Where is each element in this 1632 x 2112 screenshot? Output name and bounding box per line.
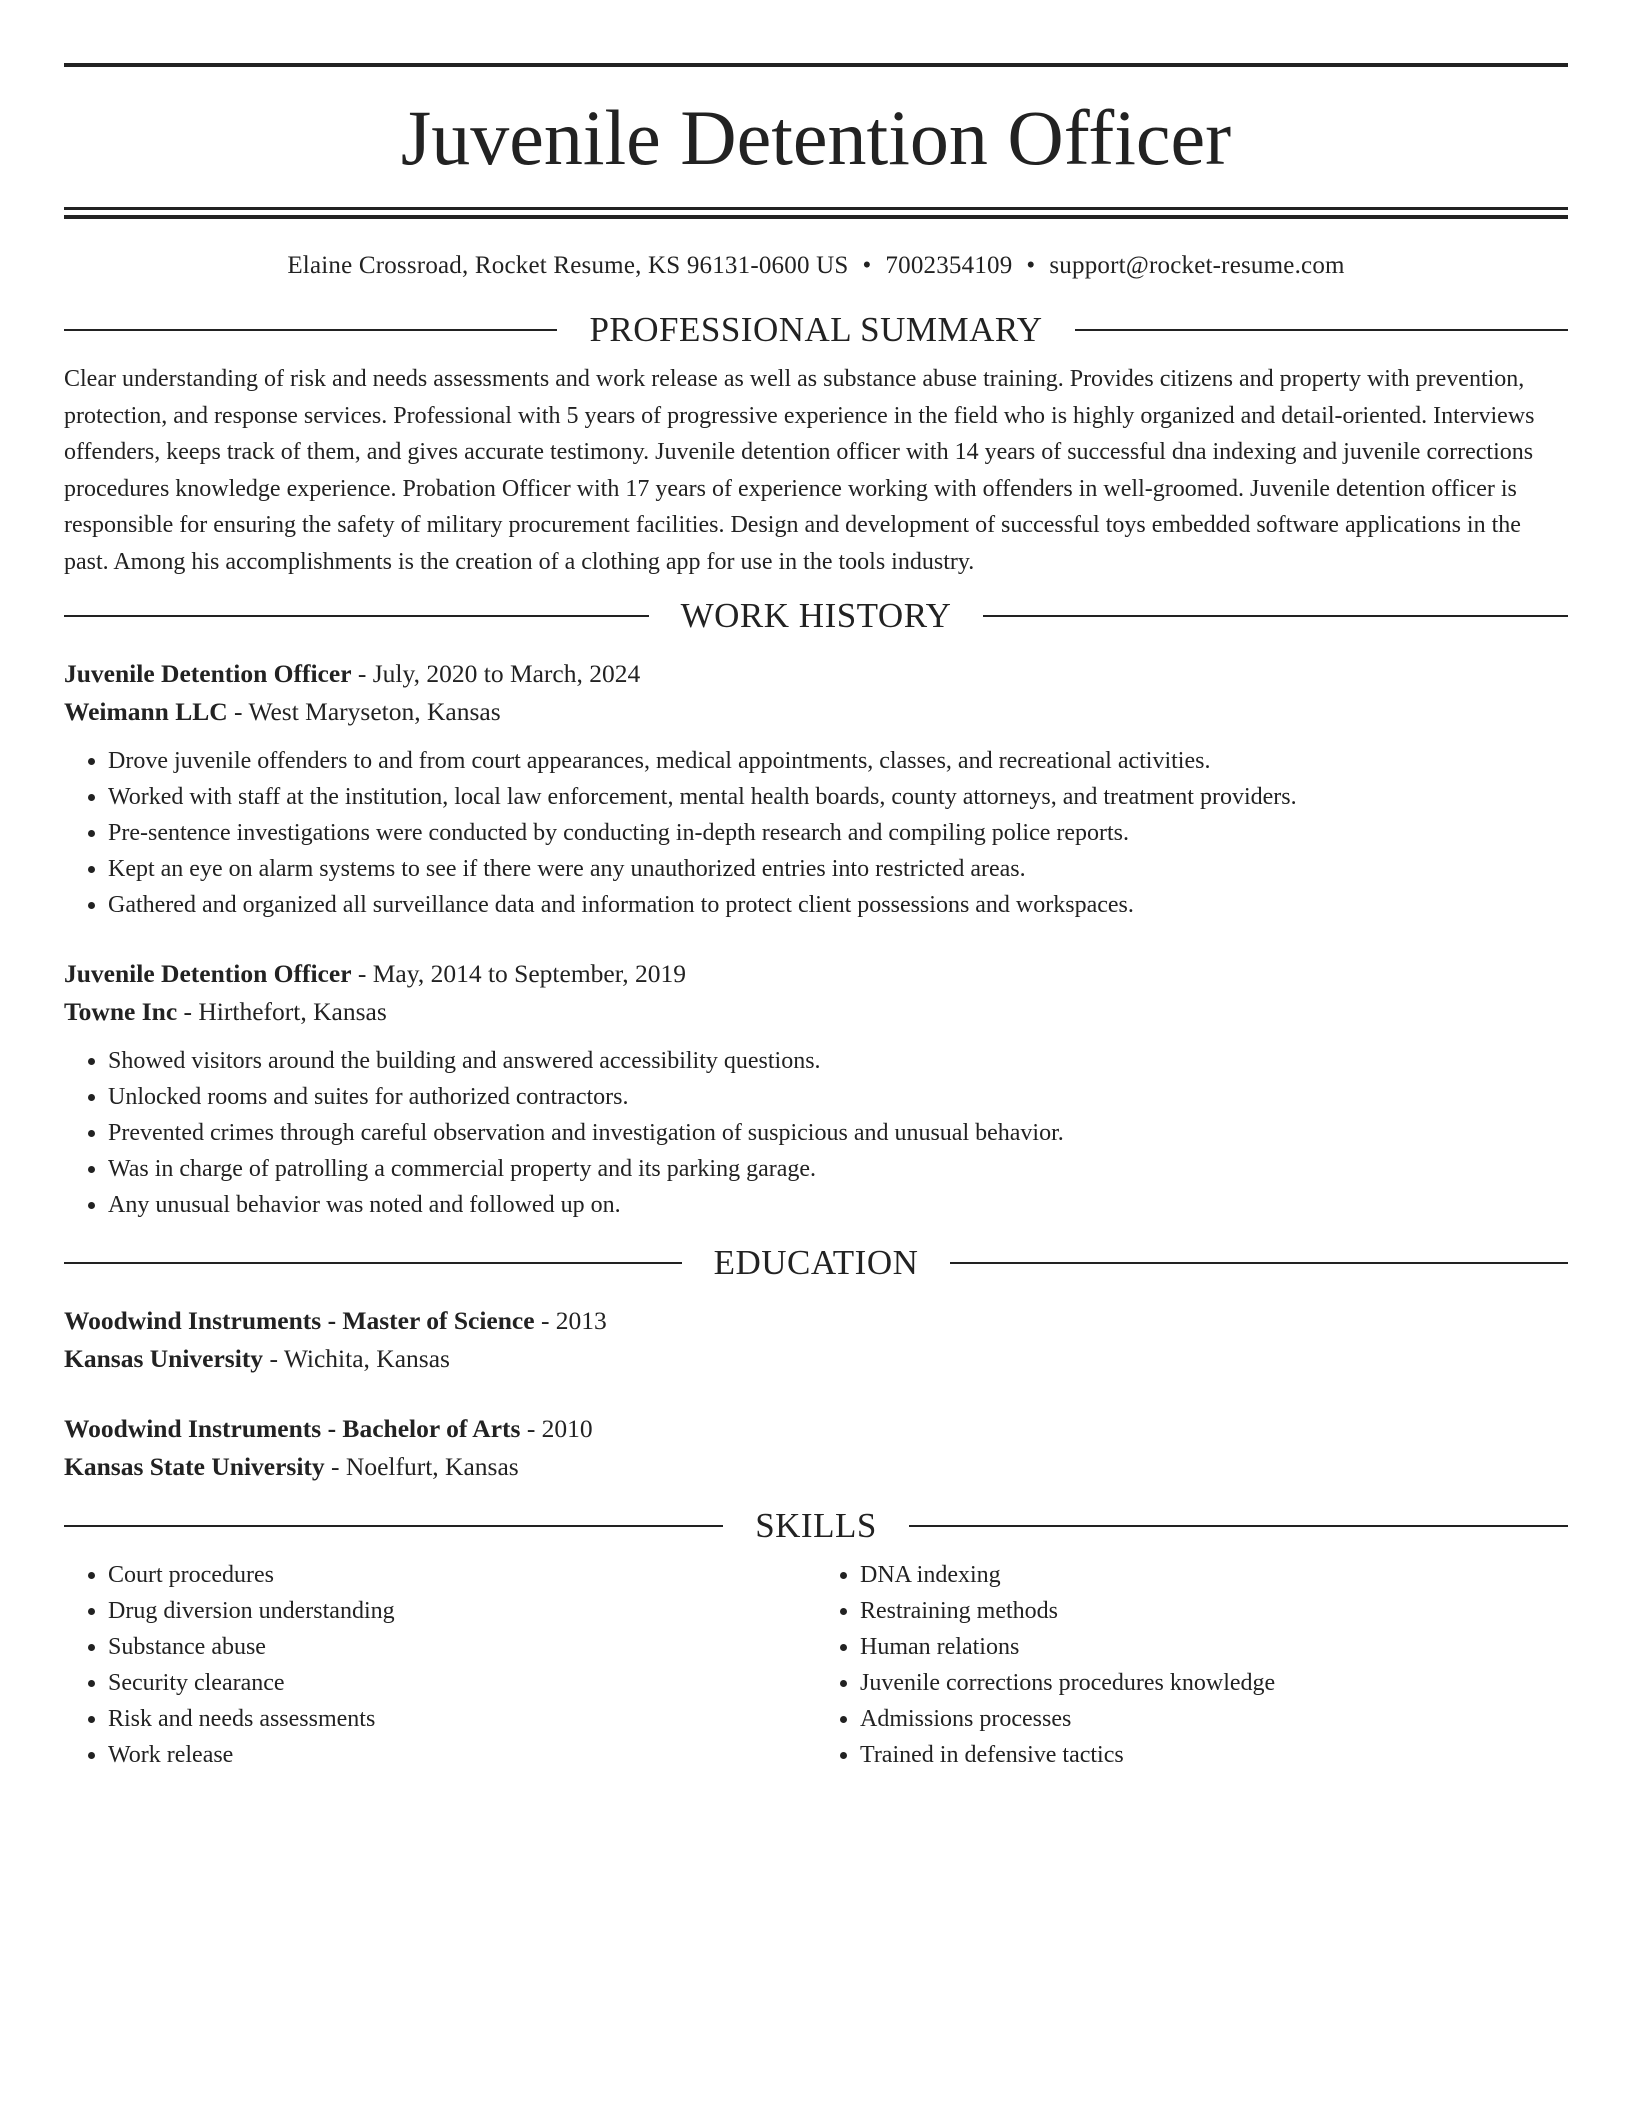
resume-title: Juvenile Detention Officer — [400, 94, 1232, 181]
section-rule — [64, 1262, 682, 1264]
education-year: - 2013 — [534, 1306, 607, 1335]
job-dates: - July, 2020 to March, 2024 — [351, 659, 641, 688]
contact-separator: • — [1026, 252, 1036, 279]
list-item: • Unlocked rooms and suites for authorized contractors. — [108, 1079, 1568, 1115]
education-school-line — [64, 1340, 1568, 1378]
skill-item: • Trained in defensive tactics — [860, 1737, 1568, 1773]
skill-item: • Risk and needs assessments — [108, 1701, 816, 1737]
education-entry — [64, 1302, 1568, 1378]
education-degree: Woodwind Instruments - Bachelor of Arts — [64, 1414, 521, 1443]
job-duties-list — [64, 743, 1568, 923]
job-title: Juvenile Detention Officer — [64, 959, 352, 988]
list-item: • Drove juvenile offenders to and from court appearances, medical appointments, classes, and recreational activities. — [108, 743, 1568, 779]
skill-item: • Human relations — [860, 1629, 1568, 1665]
skill-item: • Admissions processes — [860, 1701, 1568, 1737]
job-dates: - May, 2014 to September, 2019 — [351, 959, 686, 988]
section-rule — [983, 615, 1568, 617]
list-item: • Prevented crimes through careful observation and investigation of suspicious and unusual behavior. — [108, 1115, 1568, 1151]
skill-item: • DNA indexing — [860, 1557, 1568, 1593]
resume-page — [64, 0, 1568, 1773]
skill-item: • Security clearance — [108, 1665, 816, 1701]
skills-columns — [64, 1557, 1568, 1773]
job-title-line — [64, 955, 1568, 993]
section-rule — [950, 1262, 1568, 1264]
top-rule — [64, 63, 1568, 67]
skills-list-left — [64, 1557, 816, 1773]
section-rule — [64, 329, 557, 331]
job-location: - West Maryseton, Kansas — [227, 697, 501, 726]
section-title: SKILLS — [755, 1506, 877, 1545]
job-company: Towne Inc — [64, 997, 178, 1026]
list-item: • Kept an eye on alarm systems to see if there were any unauthorized entries into restricted areas. — [108, 851, 1568, 887]
skill-item: • Substance abuse — [108, 1629, 816, 1665]
contact-phone: 7002354109 — [885, 252, 1013, 279]
section-header-summary — [64, 312, 1568, 347]
job-location: - Hirthefort, Kansas — [177, 997, 387, 1026]
job-title-line — [64, 655, 1568, 693]
section-title: WORK HISTORY — [680, 596, 952, 635]
contact-separator: • — [862, 252, 872, 279]
section-rule — [64, 1525, 723, 1527]
job-duties-list — [64, 1043, 1568, 1223]
summary-text: Clear understanding of risk and needs assessments and work release as well as substance abuse training. Provides citizens and property with prevention, protection, and response services. Professional with 5 years of progressive experience in the field who is highly organized and detail-oriented. Interviews offenders, keeps track of them, and gives accurate testimony. Juvenile detention officer with 14 years of successful dna indexing and juvenile corrections procedures knowledge experience. Probation Officer with 17 years of experience working with offenders in well-groomed. Juvenile detention officer is responsible for ensuring the safety of military procurement facilities. Design and development of successful toys embedded software applications in the past. Among his accomplishments is the creation of a clothing app for use in the tools industry. — [64, 366, 1535, 575]
section-rule — [909, 1525, 1568, 1527]
skill-item: • Drug diversion understanding — [108, 1593, 816, 1629]
job-company-line — [64, 993, 1568, 1031]
section-rule — [64, 615, 649, 617]
skill-item: • Work release — [108, 1737, 816, 1773]
list-item: • Any unusual behavior was noted and followed up on. — [108, 1187, 1568, 1223]
job-company-line — [64, 693, 1568, 731]
list-item: • Showed visitors around the building and answered accessibility questions. — [108, 1043, 1568, 1079]
list-item: • Worked with staff at the institution, local law enforcement, mental health boards, county attorneys, and treatment providers. — [108, 779, 1568, 815]
list-item: • Gathered and organized all surveillance data and information to protect client possessions and workspaces. — [108, 887, 1568, 923]
education-entry — [64, 1410, 1568, 1486]
education-degree-line — [64, 1302, 1568, 1340]
education-location: - Noelfurt, Kansas — [324, 1452, 519, 1481]
job-entry — [64, 955, 1568, 1223]
job-title: Juvenile Detention Officer — [64, 659, 352, 688]
contact-address: Elaine Crossroad, Rocket Resume, KS 96131-0600 US — [287, 252, 849, 279]
list-item: • Pre-sentence investigations were conducted by conducting in-depth research and compiling police reports. — [108, 815, 1568, 851]
section-title: PROFESSIONAL SUMMARY — [589, 310, 1043, 349]
education-school-line — [64, 1448, 1568, 1486]
section-header-skills — [64, 1508, 1568, 1543]
skill-item: • Restraining methods — [860, 1593, 1568, 1629]
contact-email: support@rocket-resume.com — [1049, 252, 1345, 279]
education-year: - 2010 — [520, 1414, 593, 1443]
section-header-education — [64, 1245, 1568, 1280]
education-school: Kansas State University — [64, 1452, 325, 1481]
job-entry — [64, 655, 1568, 923]
education-degree-line — [64, 1410, 1568, 1448]
job-company: Weimann LLC — [64, 697, 228, 726]
section-title: EDUCATION — [713, 1243, 919, 1282]
skills-list-right — [816, 1557, 1568, 1773]
title-double-rule — [64, 207, 1568, 219]
contact-line — [64, 252, 1568, 292]
education-location: - Wichita, Kansas — [263, 1344, 450, 1373]
skill-item: • Juvenile corrections procedures knowledge — [860, 1665, 1568, 1701]
list-item: • Was in charge of patrolling a commercial property and its parking garage. — [108, 1151, 1568, 1187]
section-header-work-history — [64, 598, 1568, 633]
section-rule — [1075, 329, 1568, 331]
skill-item: • Court procedures — [108, 1557, 816, 1593]
education-degree: Woodwind Instruments - Master of Science — [64, 1306, 535, 1335]
education-school: Kansas University — [64, 1344, 264, 1373]
